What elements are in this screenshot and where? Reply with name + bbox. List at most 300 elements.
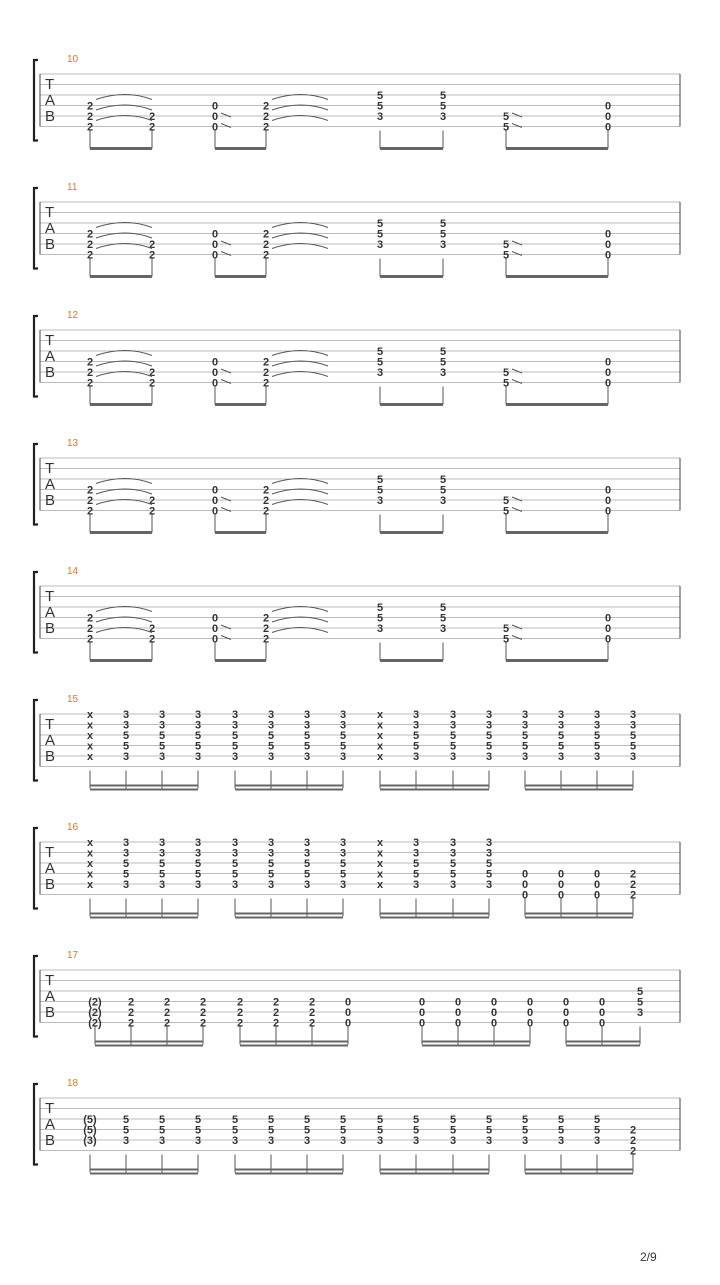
tab-clef-letter: T <box>45 76 55 93</box>
fret-number: 0 <box>604 100 612 113</box>
fret-number: 2 <box>262 249 270 262</box>
fret-number: x <box>376 858 384 870</box>
fret-number: 5 <box>267 868 275 881</box>
fret-number: 0 <box>211 505 219 518</box>
fret-number: 0 <box>593 868 601 881</box>
fret-number: x <box>86 868 94 881</box>
tab-clef-letter: T <box>45 588 55 605</box>
fret-number: 3 <box>231 1135 239 1147</box>
fret-number: 2 <box>86 623 94 635</box>
fret-number: 3 <box>194 751 202 763</box>
fret-number: 2 <box>262 356 270 369</box>
fret-number: x <box>86 847 94 860</box>
fret-number: 3 <box>629 709 637 721</box>
fret-number: 3 <box>122 879 130 891</box>
measure-number: 10 <box>67 54 79 65</box>
fret-number: 5 <box>521 730 529 742</box>
tab-clef-letter: A <box>45 604 56 621</box>
fret-number: 2 <box>199 1017 207 1030</box>
fret-number: 5 <box>158 1124 166 1137</box>
fret-number: x <box>86 879 94 891</box>
fret-number: 5 <box>339 1124 347 1137</box>
fret-number: 5 <box>449 740 457 753</box>
fret-number: 3 <box>194 879 202 891</box>
fret-number: 3 <box>412 709 420 721</box>
fret-number: 3 <box>376 623 384 635</box>
fret-number: 5 <box>521 1114 529 1126</box>
fret-number: 5 <box>636 986 644 998</box>
fret-number: 5 <box>412 1114 420 1126</box>
fret-number: 3 <box>439 111 447 123</box>
tab-clef-letter: T <box>45 1100 55 1117</box>
fret-number: 2 <box>163 1007 171 1019</box>
fret-number: 0 <box>418 1007 426 1019</box>
fret-number: 2 <box>236 1007 244 1019</box>
tab-clef-letter: T <box>45 332 55 349</box>
fret-number: 2 <box>148 121 156 134</box>
fret-number: 3 <box>339 847 347 860</box>
fret-number: 3 <box>158 879 166 891</box>
measure-number: 17 <box>67 950 79 961</box>
fret-number: 5 <box>449 1114 457 1126</box>
fret-number: 0 <box>344 996 352 1009</box>
fret-number: 5 <box>485 740 493 753</box>
fret-number: 0 <box>604 228 612 241</box>
fret-number: 2 <box>86 228 94 241</box>
fret-number: 2 <box>86 356 94 369</box>
measure-number: 15 <box>67 694 79 705</box>
fret-number: 5 <box>158 1114 166 1126</box>
fret-number: 3 <box>303 751 311 763</box>
fret-number: 3 <box>449 1135 457 1147</box>
fret-number: 5 <box>376 218 384 230</box>
fret-number: 5 <box>376 90 384 102</box>
fret-number: 5 <box>194 1114 202 1126</box>
system-bracket <box>34 188 38 269</box>
tab-clef-letter: A <box>45 1116 56 1133</box>
fret-number: 3 <box>122 1135 130 1147</box>
tab-clef-letter: A <box>45 348 56 365</box>
fret-number: 3 <box>412 837 420 849</box>
fret-number: 5 <box>629 740 637 753</box>
fret-number: 0 <box>604 367 612 379</box>
fret-number: x <box>86 740 94 753</box>
fret-number: 5 <box>439 228 447 241</box>
fret-number: 0 <box>557 879 565 891</box>
fret-number: x <box>376 879 384 891</box>
fret-number: 5 <box>502 633 510 646</box>
fret-number: 3 <box>439 623 447 635</box>
fret-number: x <box>376 847 384 860</box>
fret-number: 5 <box>122 858 130 870</box>
fret-number: 3 <box>629 751 637 763</box>
fret-number: 3 <box>449 847 457 860</box>
fret-number: 5 <box>412 858 420 870</box>
fret-number: 0 <box>211 495 219 507</box>
fret-number: 5 <box>267 1114 275 1126</box>
fret-number: 5 <box>231 868 239 881</box>
fret-number: 0 <box>211 356 219 369</box>
fret-number: 3 <box>194 847 202 860</box>
fret-number: 3 <box>158 709 166 721</box>
fret-number: 3 <box>557 719 565 732</box>
fret-number: 5 <box>231 858 239 870</box>
fret-number: 5 <box>122 730 130 742</box>
fret-number: x <box>376 709 384 721</box>
fret-number: 2 <box>86 633 94 646</box>
fret-number: 3 <box>593 751 601 763</box>
fret-number: 3 <box>339 879 347 891</box>
fret-number: 2 <box>262 121 270 134</box>
fret-number: 5 <box>439 356 447 369</box>
tab-clef-letter: A <box>45 860 56 877</box>
fret-number: (5) <box>83 1114 97 1126</box>
fret-number: 3 <box>303 709 311 721</box>
fret-number: 5 <box>267 1124 275 1137</box>
fret-number: 2 <box>86 484 94 497</box>
fret-number: 5 <box>439 100 447 113</box>
fret-number: 5 <box>439 474 447 486</box>
fret-number: 5 <box>376 474 384 486</box>
fret-number: 0 <box>604 484 612 497</box>
fret-number: 0 <box>344 1017 352 1030</box>
tab-clef-letter: B <box>45 108 56 125</box>
fret-number: x <box>86 858 94 870</box>
fret-number: 2 <box>308 1007 316 1019</box>
fret-number: 5 <box>502 367 510 379</box>
fret-number: x <box>86 709 94 721</box>
fret-number: 5 <box>267 858 275 870</box>
fret-number: 5 <box>158 858 166 870</box>
fret-number: 5 <box>231 740 239 753</box>
fret-number: 3 <box>449 837 457 849</box>
fret-number: 5 <box>303 868 311 881</box>
fret-number: 2 <box>127 996 135 1009</box>
fret-number: 2 <box>148 367 156 379</box>
tab-clef-letter: T <box>45 972 55 989</box>
fret-number: 0 <box>211 367 219 379</box>
fret-number: 3 <box>158 847 166 860</box>
fret-number: 3 <box>449 751 457 763</box>
fret-number: x <box>86 751 94 763</box>
fret-number: 5 <box>439 612 447 625</box>
fret-number: 5 <box>485 1114 493 1126</box>
fret-number: 5 <box>339 868 347 881</box>
fret-number: 3 <box>439 367 447 379</box>
fret-number: 0 <box>562 1007 570 1019</box>
fret-number: 3 <box>485 1135 493 1147</box>
fret-number: 3 <box>449 719 457 732</box>
fret-number: 5 <box>502 121 510 134</box>
fret-number: 0 <box>604 239 612 251</box>
fret-number: 5 <box>122 1124 130 1137</box>
fret-number: 2 <box>236 996 244 1009</box>
fret-number: 2 <box>148 111 156 123</box>
fret-number: 2 <box>236 1017 244 1030</box>
fret-number: 3 <box>231 751 239 763</box>
fret-number: 5 <box>339 730 347 742</box>
fret-number: 5 <box>303 740 311 753</box>
fret-number: 2 <box>199 1007 207 1019</box>
fret-number: 3 <box>231 837 239 849</box>
fret-number: 0 <box>526 1007 534 1019</box>
system-bracket <box>34 60 38 141</box>
fret-number: 3 <box>339 709 347 721</box>
fret-number: 5 <box>158 730 166 742</box>
fret-number: 5 <box>194 858 202 870</box>
fret-number: 3 <box>521 751 529 763</box>
fret-number: 3 <box>267 837 275 849</box>
fret-number: 2 <box>86 239 94 251</box>
fret-number: 5 <box>449 730 457 742</box>
fret-number: 3 <box>194 837 202 849</box>
fret-number: 2 <box>86 249 94 262</box>
fret-number: 3 <box>593 719 601 732</box>
fret-number: 3 <box>267 709 275 721</box>
fret-number: 3 <box>412 879 420 891</box>
fret-number: 3 <box>521 709 529 721</box>
measure-number: 13 <box>67 438 79 449</box>
fret-number: 2 <box>148 377 156 390</box>
fret-number: 3 <box>231 709 239 721</box>
tab-clef-letter: T <box>45 460 55 477</box>
measure-number: 16 <box>67 822 79 833</box>
fret-number: 2 <box>163 996 171 1009</box>
fret-number: 2 <box>262 367 270 379</box>
fret-number: 5 <box>194 868 202 881</box>
fret-number: 0 <box>604 377 612 390</box>
fret-number: 5 <box>231 730 239 742</box>
fret-number: 0 <box>211 100 219 113</box>
fret-number: 2 <box>163 1017 171 1030</box>
fret-number: 3 <box>231 847 239 860</box>
fret-number: (2) <box>88 1017 102 1030</box>
fret-number: 5 <box>439 602 447 614</box>
tab-clef-letter: B <box>45 748 56 765</box>
tab-clef-letter: B <box>45 876 56 893</box>
fret-number: 3 <box>485 847 493 860</box>
fret-number: 0 <box>454 1007 462 1019</box>
fret-number: 5 <box>521 1124 529 1137</box>
fret-number: 3 <box>557 1135 565 1147</box>
tab-clef-letter: B <box>45 1132 56 1149</box>
fret-number: 0 <box>593 889 601 902</box>
fret-number: 5 <box>267 740 275 753</box>
fret-number: 3 <box>267 879 275 891</box>
tab-clef-letter: B <box>45 236 56 253</box>
fret-number: 2 <box>262 495 270 507</box>
fret-number: 5 <box>485 858 493 870</box>
fret-number: 5 <box>439 346 447 358</box>
fret-number: 3 <box>593 1135 601 1147</box>
tab-clef-letter: B <box>45 364 56 381</box>
fret-number: 0 <box>490 1007 498 1019</box>
fret-number: 0 <box>604 505 612 518</box>
page-number: 2/9 <box>640 1250 657 1264</box>
fret-number: 2 <box>262 612 270 625</box>
fret-number: 0 <box>490 996 498 1009</box>
fret-number: 2 <box>86 377 94 390</box>
fret-number: 0 <box>521 889 529 902</box>
fret-number: 5 <box>231 1114 239 1126</box>
fret-number: 5 <box>521 740 529 753</box>
tab-clef-letter: T <box>45 716 55 733</box>
fret-number: 2 <box>629 1135 637 1147</box>
fret-number: 5 <box>449 1124 457 1137</box>
fret-number: 5 <box>412 1124 420 1137</box>
fret-number: 5 <box>376 100 384 113</box>
fret-number: 5 <box>339 1114 347 1126</box>
fret-number: 5 <box>158 740 166 753</box>
fret-number: (3) <box>83 1135 97 1147</box>
fret-number: 2 <box>629 1124 637 1137</box>
fret-number: 5 <box>557 1114 565 1126</box>
system-bracket <box>34 316 38 397</box>
fret-number: 2 <box>86 495 94 507</box>
fret-number: 3 <box>303 847 311 860</box>
fret-number: 5 <box>122 740 130 753</box>
fret-number: 2 <box>262 239 270 251</box>
fret-number: 3 <box>158 719 166 732</box>
fret-number: 2 <box>148 239 156 251</box>
fret-number: 2 <box>199 996 207 1009</box>
system-bracket <box>34 828 38 909</box>
fret-number: 5 <box>376 1114 384 1126</box>
fret-number: x <box>86 730 94 742</box>
fret-number: 0 <box>211 111 219 123</box>
tab-clef-letter: T <box>45 204 55 221</box>
fret-number: 3 <box>267 751 275 763</box>
measure-number: 18 <box>67 1078 79 1089</box>
fret-number: 5 <box>194 1124 202 1137</box>
fret-number: 5 <box>636 996 644 1009</box>
system-bracket <box>34 444 38 525</box>
fret-number: 3 <box>629 719 637 732</box>
fret-number: 0 <box>211 612 219 625</box>
fret-number: 3 <box>267 719 275 732</box>
fret-number: 3 <box>376 1135 384 1147</box>
fret-number: 0 <box>211 121 219 134</box>
fret-number: 5 <box>502 377 510 390</box>
tab-clef-letter: B <box>45 1004 56 1021</box>
fret-number: x <box>376 868 384 881</box>
fret-number: 5 <box>303 1124 311 1137</box>
fret-number: 0 <box>211 228 219 241</box>
fret-number: 3 <box>122 837 130 849</box>
fret-number: 5 <box>502 495 510 507</box>
fret-number: 5 <box>502 239 510 251</box>
fret-number: 5 <box>339 858 347 870</box>
fret-number: 5 <box>593 1124 601 1137</box>
fret-number: 0 <box>604 633 612 646</box>
system-bracket <box>34 956 38 1037</box>
fret-number: 0 <box>521 868 529 881</box>
fret-number: 2 <box>629 1145 637 1158</box>
fret-number: 3 <box>231 879 239 891</box>
fret-number: 2 <box>308 996 316 1009</box>
fret-number: 3 <box>557 751 565 763</box>
fret-number: 3 <box>122 709 130 721</box>
system-bracket <box>34 700 38 781</box>
fret-number: 0 <box>211 239 219 251</box>
measure-number: 12 <box>67 310 79 321</box>
fret-number: 0 <box>604 623 612 635</box>
fret-number: 0 <box>211 623 219 635</box>
system-bracket <box>34 572 38 653</box>
fret-number: 0 <box>526 996 534 1009</box>
fret-number: (2) <box>88 996 102 1009</box>
fret-number: 5 <box>439 484 447 497</box>
fret-number: 3 <box>339 719 347 732</box>
fret-number: 0 <box>211 633 219 646</box>
fret-number: 3 <box>303 879 311 891</box>
fret-number: 3 <box>122 847 130 860</box>
fret-number: x <box>376 751 384 763</box>
fret-number: 3 <box>158 837 166 849</box>
measure-number: 14 <box>67 566 79 577</box>
fret-number: 3 <box>636 1007 644 1019</box>
fret-number: 2 <box>629 889 637 902</box>
fret-number: 2 <box>308 1017 316 1030</box>
fret-number: 0 <box>604 249 612 262</box>
fret-number: 5 <box>439 90 447 102</box>
fret-number: 0 <box>526 1017 534 1030</box>
fret-number: 2 <box>127 1017 135 1030</box>
fret-number: 5 <box>439 218 447 230</box>
fret-number: 5 <box>502 623 510 635</box>
fret-number: 3 <box>412 847 420 860</box>
fret-number: 0 <box>454 1017 462 1030</box>
tab-clef-letter: T <box>45 844 55 861</box>
fret-number: 3 <box>303 719 311 732</box>
fret-number: 5 <box>557 740 565 753</box>
fret-number: 3 <box>303 837 311 849</box>
fret-number: 3 <box>485 879 493 891</box>
fret-number: 3 <box>376 239 384 251</box>
fret-number: 3 <box>158 751 166 763</box>
fret-number: 2 <box>272 996 280 1009</box>
fret-number: 5 <box>158 868 166 881</box>
fret-number: 2 <box>629 868 637 881</box>
fret-number: 0 <box>557 889 565 902</box>
fret-number: 0 <box>521 879 529 891</box>
fret-number: 2 <box>262 623 270 635</box>
fret-number: x <box>86 719 94 732</box>
fret-number: 0 <box>604 495 612 507</box>
fret-number: 3 <box>412 1135 420 1147</box>
fret-number: 0 <box>211 484 219 497</box>
fret-number: 2 <box>262 111 270 123</box>
fret-number: 5 <box>303 730 311 742</box>
fret-number: 5 <box>502 111 510 123</box>
fret-number: 5 <box>303 858 311 870</box>
fret-number: 2 <box>86 367 94 379</box>
fret-number: 2 <box>262 484 270 497</box>
fret-number: 5 <box>339 740 347 753</box>
fret-number: 5 <box>485 868 493 881</box>
fret-number: 5 <box>376 612 384 625</box>
fret-number: 0 <box>454 996 462 1009</box>
fret-number: 3 <box>449 879 457 891</box>
fret-number: 2 <box>86 505 94 518</box>
fret-number: 3 <box>194 719 202 732</box>
fret-number: 5 <box>303 1114 311 1126</box>
fret-number: 0 <box>604 111 612 123</box>
fret-number: 5 <box>412 868 420 881</box>
fret-number: (5) <box>83 1124 97 1137</box>
fret-number: 2 <box>262 377 270 390</box>
fret-number: 2 <box>86 100 94 113</box>
